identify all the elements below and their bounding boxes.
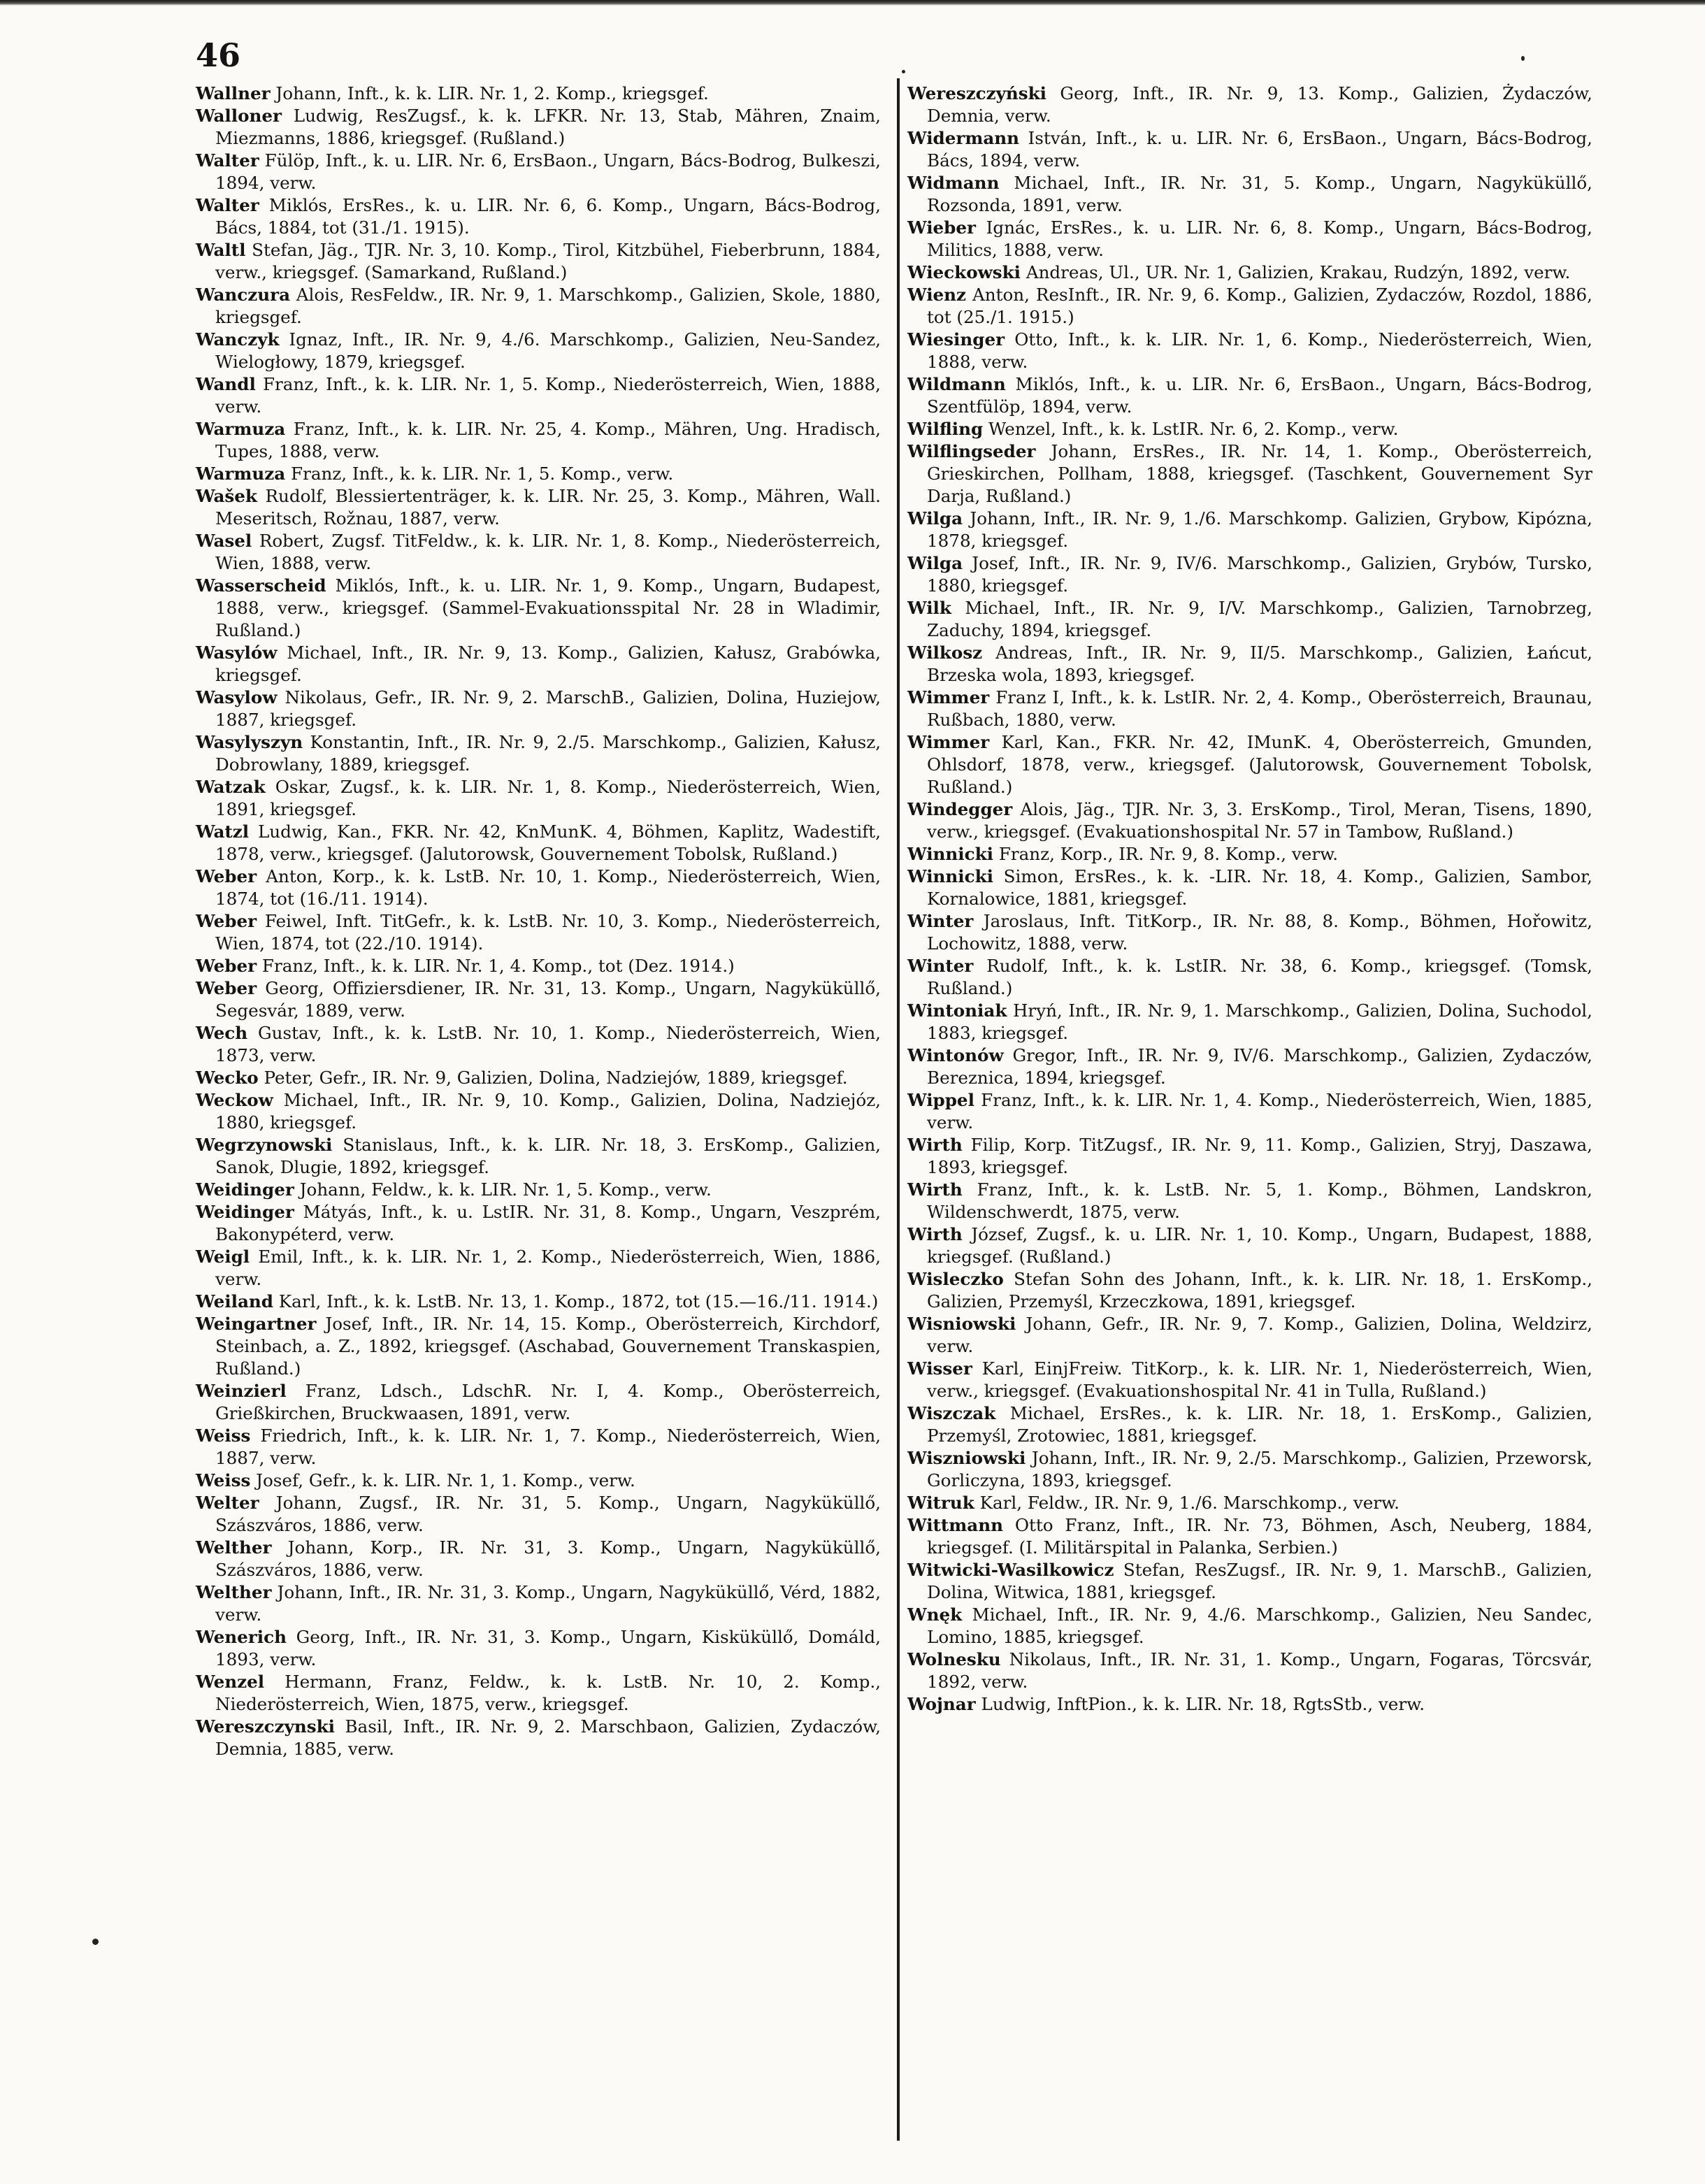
list-entry: [196, 955, 881, 977]
entry-surname: Witwicki-Wasilkowicz: [907, 1560, 1114, 1580]
entry-surname: Welther: [196, 1537, 272, 1558]
entry-details: Franz, Korp., IR. Nr. 9, 8. Komp., verw.: [998, 844, 1339, 864]
entry-surname: Warmuza: [196, 419, 286, 439]
entry-details: Otto Franz, Inft., IR. Nr. 73, Böhmen, Asch, Neuberg, 1884, kriegsgef. (I. Militärspital in Palanka, Serbien.): [927, 1515, 1593, 1558]
entry-surname: Welter: [196, 1493, 259, 1513]
entry-details: Michael, Inft., IR. Nr. 31, 5. Komp., Ungarn, Nagyküküllő, Rozsonda, 1891, verw.: [927, 173, 1592, 215]
list-entry: [196, 1134, 881, 1179]
list-entry: [196, 1537, 881, 1581]
entry-surname: Walter: [196, 195, 259, 215]
list-entry: [907, 1693, 1592, 1716]
list-entry: [907, 687, 1592, 731]
list-entry: [196, 1022, 881, 1067]
entry-details: Miklós, ErsRes., k. u. LIR. Nr. 6, 6. Komp., Ungarn, Bács-Bodrog, Bács, 1884, tot (31./1. 1915).: [215, 195, 881, 238]
entry-details: Mátyás, Inft., k. u. LstIR. Nr. 31, 8. Komp., Ungarn, Veszprém, Bakonypéterd, verw.: [215, 1202, 881, 1244]
entry-details: Anton, Korp., k. k. LstB. Nr. 10, 1. Komp., Niederösterreich, Wien, 1874, tot (16./11. 1914).: [215, 866, 881, 909]
list-entry: [196, 530, 881, 575]
entry-surname: Wiszniowski: [907, 1448, 1026, 1468]
entry-details: Michael, ErsRes., k. k. LIR. Nr. 18, 1. ErsKomp., Galizien, Przemyśl, Zrotowiec, 1881, kriegsgef.: [927, 1403, 1592, 1446]
entry-surname: Weingartner: [196, 1314, 317, 1334]
list-entry: [196, 1313, 881, 1380]
entry-details: Stefan, Jäg., TJR. Nr. 3, 10. Komp., Tirol, Kitzbühel, Fieberbrunn, 1884, verw., kriegsgef. (Samarkand, Rußland.): [215, 240, 881, 282]
entry-surname: Wereszczynski: [196, 1716, 336, 1737]
list-entry: [196, 1425, 881, 1470]
entry-details: Johann, Gefr., IR. Nr. 9, 7. Komp., Galizien, Dolina, Weldzirz, verw.: [927, 1314, 1592, 1356]
entry-surname: Wasserscheid: [196, 575, 326, 596]
entry-surname: Witruk: [907, 1493, 974, 1513]
entry-surname: Weidinger: [196, 1179, 294, 1200]
entry-details: Michael, Inft., IR. Nr. 9, 13. Komp., Galizien, Kałusz, Grabówka, kriegsgef.: [215, 642, 881, 685]
entry-details: Georg, Inft., IR. Nr. 31, 3. Komp., Ungarn, Kisküküllő, Domáld, 1893, verw.: [215, 1627, 881, 1669]
list-entry: [196, 463, 881, 485]
list-entry: [196, 194, 881, 239]
entry-surname: Wašek: [196, 486, 257, 506]
list-entry: [907, 1559, 1592, 1604]
entry-details: Otto, Inft., k. k. LIR. Nr. 1, 6. Komp., Niederösterreich, Wien, 1888, verw.: [927, 329, 1592, 372]
list-entry: [196, 150, 881, 194]
entry-surname: Weber: [196, 956, 257, 976]
entry-details: Fülöp, Inft., k. u. LIR. Nr. 6, ErsBaon., Ungarn, Bács-Bodrog, Bulkeszi, 1894, verw.: [215, 150, 881, 193]
list-entry: [196, 239, 881, 284]
entry-details: Michael, Inft., IR. Nr. 9, 4./6. Marschkomp., Galizien, Neu Sandec, Lomino, 1885, kriegsgef.: [927, 1604, 1592, 1647]
list-entry: [907, 597, 1592, 642]
list-entry: [907, 1648, 1592, 1693]
entry-details: Karl, Feldw., IR. Nr. 9, 1./6. Marschkomp., verw.: [979, 1493, 1400, 1513]
entry-details: Franz, Inft., k. k. LIR. Nr. 1, 4. Komp., Niederösterreich, Wien, 1885, verw.: [927, 1090, 1592, 1133]
list-entry: [907, 642, 1592, 687]
list-entry: [907, 440, 1592, 508]
entry-details: Franz, Inft., k. k. LstB. Nr. 5, 1. Komp., Böhmen, Landskron, Wildenschwerdt, 1875, verw.: [927, 1179, 1592, 1222]
list-entry: [907, 217, 1592, 261]
entry-details: Alois, Jäg., TJR. Nr. 3, 3. ErsKomp., Tirol, Meran, Tisens, 1890, verw., kriegsgef. (Evakuationshospital Nr. 57 in Tambow, Rußland.): [927, 799, 1592, 842]
entry-details: Josef, Gefr., k. k. LIR. Nr. 1, 1. Komp., verw.: [256, 1470, 635, 1490]
entry-details: Franz, Inft., k. k. LIR. Nr. 25, 4. Komp., Mähren, Ung. Hradisch, Tupes, 1888, verw.: [215, 419, 881, 461]
list-entry: [907, 284, 1592, 329]
list-entry: [907, 1492, 1592, 1514]
speck-mark: [1521, 56, 1525, 61]
list-entry: [196, 1201, 881, 1246]
entry-surname: Widermann: [907, 128, 1020, 148]
entry-details: Rudolf, Inft., k. k. LstIR. Nr. 38, 6. Komp., kriegsgef. (Tomsk, Rußland.): [927, 956, 1592, 998]
list-entry: [907, 172, 1592, 217]
list-entry: [907, 373, 1592, 418]
entry-details: Peter, Gefr., IR. Nr. 9, Galizien, Dolina, Nadziejów, 1889, kriegsgef.: [264, 1068, 848, 1088]
entry-details: Karl, Kan., FKR. Nr. 42, IMunK. 4, Oberösterreich, Gmunden, Ohlsdorf, 1878, verw., kriegsgef. (Jalutorowsk, Gouvernement Tobolsk, Rußland.): [927, 732, 1592, 797]
list-entry: [907, 508, 1592, 552]
left-column: [196, 82, 881, 1760]
page-number: 46: [196, 36, 241, 74]
list-entry: [196, 1581, 881, 1626]
list-entry: [196, 284, 881, 329]
list-entry: [907, 261, 1592, 284]
list-entry: [196, 1470, 881, 1492]
entry-surname: Wech: [196, 1023, 248, 1043]
entry-surname: Welther: [196, 1582, 272, 1602]
entry-surname: Wnęk: [907, 1604, 963, 1625]
entry-surname: Wilkosz: [907, 642, 983, 663]
entry-details: Nikolaus, Inft., IR. Nr. 31, 1. Komp., Ungarn, Fogaras, Törcsvár, 1892, verw.: [927, 1649, 1592, 1692]
list-entry: [196, 1716, 881, 1760]
entry-details: Franz, Inft., k. k. LIR. Nr. 1, 4. Komp., tot (Dez. 1914.): [261, 956, 735, 976]
entry-details: József, Zugsf., k. u. LIR. Nr. 1, 10. Komp., Ungarn, Budapest, 1888, kriegsgef. (Rußland.): [927, 1224, 1592, 1267]
list-entry: [196, 731, 881, 776]
entry-surname: Wolnesku: [907, 1649, 1001, 1669]
list-entry: [196, 1492, 881, 1537]
entry-details: Karl, Inft., k. k. LstB. Nr. 13, 1. Komp., 1872, tot (15.—16./11. 1914.): [278, 1291, 879, 1312]
entry-details: Wenzel, Inft., k. k. LstIR. Nr. 6, 2. Komp., verw.: [988, 419, 1399, 439]
entry-details: Franz I, Inft., k. k. LstIR. Nr. 2, 4. Komp., Oberösterreich, Braunau, Rußbach, 1880, verw.: [927, 687, 1592, 730]
list-entry: [196, 575, 881, 642]
entry-details: Konstantin, Inft., IR. Nr. 9, 2./5. Marschkomp., Galizien, Kałusz, Dobrowlany, 1889, kriegsgef.: [215, 732, 881, 775]
speck-mark: [92, 1939, 99, 1945]
entry-surname: Wojnar: [907, 1694, 976, 1714]
column-divider: [897, 78, 900, 2141]
entry-surname: Wilflingseder: [907, 441, 1036, 461]
entry-details: Gregor, Inft., IR. Nr. 9, IV/6. Marschkomp., Galizien, Zydaczów, Bereznica, 1894, kriegsgef.: [927, 1045, 1592, 1088]
entry-details: Georg, Inft., IR. Nr. 9, 13. Komp., Galizien, Żydaczów, Demnia, verw.: [927, 83, 1592, 126]
list-entry: [196, 977, 881, 1022]
entry-surname: Wimmer: [907, 732, 990, 752]
entry-surname: Wienz: [907, 285, 967, 305]
entry-surname: Wirth: [907, 1179, 963, 1200]
list-entry: [196, 1671, 881, 1716]
entry-details: Georg, Offiziersdiener, IR. Nr. 31, 13. Komp., Ungarn, Nagyküküllő, Segesvár, 1889, verw.: [215, 978, 881, 1021]
list-entry: [907, 1447, 1592, 1492]
entry-surname: Wirth: [907, 1224, 963, 1244]
entry-surname: Wenzel: [196, 1672, 265, 1692]
entry-surname: Wanczyk: [196, 329, 280, 350]
list-entry: [907, 1179, 1592, 1223]
entry-surname: Walter: [196, 150, 259, 171]
list-entry: [196, 418, 881, 463]
list-entry: [907, 1358, 1592, 1402]
list-entry: [907, 798, 1592, 843]
list-entry: [196, 642, 881, 687]
entry-details: Andreas, Ul., UR. Nr. 1, Galizien, Krakau, Rudzýn, 1892, verw.: [1026, 262, 1571, 282]
speck-mark: [902, 70, 905, 73]
list-entry: [196, 1089, 881, 1134]
entry-surname: Wasylyszyn: [196, 732, 303, 752]
list-entry: [196, 82, 881, 105]
entry-surname: Winnicki: [907, 866, 993, 886]
right-column: [907, 82, 1592, 1716]
entry-surname: Wandl: [196, 374, 256, 394]
entry-details: Ignaz, Inft., IR. Nr. 9, 4./6. Marschkomp., Galizien, Neu-Sandez, Wielogłowy, 1879, kriegsgef.: [215, 329, 881, 372]
entry-surname: Winter: [907, 911, 974, 931]
entry-surname: Wilfling: [907, 419, 984, 439]
entry-details: Hermann, Franz, Feldw., k. k. LstB. Nr. 10, 2. Komp., Niederösterreich, Wien, 1875, verw., kriegsgef.: [215, 1672, 881, 1714]
entry-details: Robert, Zugsf. TitFeldw., k. k. LIR. Nr. 1, 8. Komp., Niederösterreich, Wien, 1888, verw.: [215, 531, 881, 573]
entry-details: Rudolf, Blessiertenträger, k. k. LIR. Nr. 25, 3. Komp., Mähren, Wall. Meseritsch, Rožnau, 1887, verw.: [215, 486, 881, 529]
list-entry: [907, 1044, 1592, 1089]
entry-surname: Wilga: [907, 553, 963, 573]
entry-details: Nikolaus, Gefr., IR. Nr. 9, 2. MarschB., Galizien, Dolina, Huziejow, 1887, kriegsgef.: [215, 687, 881, 730]
list-entry: [907, 1000, 1592, 1044]
entry-details: Andreas, Inft., IR. Nr. 9, II/5. Marschkomp., Galizien, Łańcut, Brzeska wola, 1893, kriegsgef.: [927, 642, 1592, 685]
entry-surname: Weckow: [196, 1090, 273, 1110]
entry-details: Johann, Zugsf., IR. Nr. 31, 5. Komp., Ungarn, Nagyküküllő, Szászváros, 1886, verw.: [215, 1493, 881, 1535]
entry-details: Hryń, Inft., IR. Nr. 9, 1. Marschkomp., Galizien, Dolina, Suchodol, 1883, kriegsgef.: [927, 1000, 1592, 1043]
entry-details: István, Inft., k. u. LIR. Nr. 6, ErsBaon., Ungarn, Bács-Bodrog, Bács, 1894, verw.: [927, 128, 1592, 171]
entry-details: Anton, ResInft., IR. Nr. 9, 6. Komp., Galizien, Zydaczów, Rozdol, 1886, tot (25./1. 1915.): [927, 285, 1592, 327]
entry-surname: Weber: [196, 866, 257, 886]
entry-details: Friedrich, Inft., k. k. LIR. Nr. 1, 7. Komp., Niederösterreich, Wien, 1887, verw.: [215, 1425, 881, 1468]
entry-details: Stefan Sohn des Johann, Inft., k. k. LIR. Nr. 18, 1. ErsKomp., Galizien, Przemyśl, Krzeczkowa, 1891, kriegsgef.: [927, 1269, 1592, 1312]
list-entry: [907, 1223, 1592, 1268]
list-entry: [196, 105, 881, 150]
entry-surname: Wiesinger: [907, 329, 1005, 350]
list-entry: [907, 127, 1592, 172]
list-entry: [196, 1067, 881, 1089]
list-entry: [907, 1604, 1592, 1648]
entry-details: Josef, Inft., IR. Nr. 14, 15. Komp., Oberösterreich, Kirchdorf, Steinbach, a. Z., 1892, kriegsgef. (Aschabad, Gouvernement Transkaspien, Rußland.): [215, 1314, 881, 1379]
list-entry: [196, 865, 881, 910]
entry-surname: Wasel: [196, 531, 252, 551]
entry-details: Jaroslaus, Inft. TitKorp., IR. Nr. 88, 8. Komp., Böhmen, Hořowitz, Lochowitz, 1888, verw.: [927, 911, 1592, 954]
entry-surname: Wenerich: [196, 1627, 287, 1647]
list-entry: [196, 910, 881, 955]
list-entry: [907, 1402, 1592, 1447]
entry-details: Franz, Inft., k. k. LIR. Nr. 1, 5. Komp., verw.: [291, 464, 674, 484]
list-entry: [907, 910, 1592, 955]
entry-surname: Wallner: [196, 83, 271, 103]
entry-surname: Winnicki: [907, 844, 993, 864]
entry-surname: Wimmer: [907, 687, 990, 707]
list-entry: [907, 1313, 1592, 1358]
entry-details: Johann, Inft., IR. Nr. 9, 2./5. Marschkomp., Galizien, Przeworsk, Gorliczyna, 1893, kriegsgef.: [927, 1448, 1592, 1490]
entry-details: Emil, Inft., k. k. LIR. Nr. 1, 2. Komp., Niederösterreich, Wien, 1886, verw.: [215, 1247, 881, 1289]
entry-details: Franz, Ldsch., LdschR. Nr. I, 4. Komp., Oberösterreich, Grießkirchen, Bruckwaasen, 1891, verw.: [215, 1381, 881, 1423]
entry-surname: Windegger: [907, 799, 1013, 819]
entry-details: Miklós, Inft., k. u. LIR. Nr. 6, ErsBaon., Ungarn, Bács-Bodrog, Szentfülöp, 1894, verw.: [927, 374, 1592, 417]
entry-surname: Weiland: [196, 1291, 273, 1312]
list-entry: [907, 552, 1592, 597]
entry-surname: Weigl: [196, 1247, 250, 1267]
entry-surname: Wecko: [196, 1068, 259, 1088]
entry-surname: Wintoniak: [907, 1000, 1007, 1021]
entry-details: Franz, Inft., k. k. LIR. Nr. 1, 5. Komp., Niederösterreich, Wien, 1888, verw.: [215, 374, 881, 417]
entry-details: Miklós, Inft., k. u. LIR. Nr. 1, 9. Komp., Ungarn, Budapest, 1888, verw., kriegsgef. (Sammel-Evakuationsspital Nr. 28 in Wladimir, Rußland.): [215, 575, 881, 640]
entry-surname: Wieckowski: [907, 262, 1021, 282]
entry-details: Johann, Inft., k. k. LIR. Nr. 1, 2. Komp., kriegsgef.: [275, 83, 709, 103]
entry-details: Johann, Inft., IR. Nr. 31, 3. Komp., Ungarn, Nagyküküllő, Vérd, 1882, verw.: [215, 1582, 881, 1625]
list-entry: [907, 1089, 1592, 1134]
list-entry: [196, 687, 881, 731]
page-top-edge: [0, 0, 1705, 6]
entry-surname: Wegrzynowski: [196, 1135, 333, 1155]
entry-surname: Wilga: [907, 508, 963, 529]
entry-surname: Wirth: [907, 1135, 963, 1155]
entry-details: Feiwel, Inft. TitGefr., k. k. LstB. Nr. 10, 3. Komp., Niederösterreich, Wien, 1874, tot (22./10. 1914).: [215, 911, 881, 954]
entry-surname: Watzak: [196, 777, 266, 797]
entry-details: Ludwig, ResZugsf., k. k. LFKR. Nr. 13, Stab, Mähren, Znaim, Miezmanns, 1886, kriegsgef. (Rußland.): [215, 106, 881, 148]
list-entry: [196, 329, 881, 373]
entry-details: Basil, Inft., IR. Nr. 9, 2. Marschbaon, Galizien, Zydaczów, Demnia, 1885, verw.: [215, 1716, 881, 1759]
list-entry: [196, 1291, 881, 1313]
entry-details: Michael, Inft., IR. Nr. 9, I/V. Marschkomp., Galizien, Tarnobrzeg, Zaduchy, 1894, kriegsgef.: [927, 598, 1592, 640]
list-entry: [907, 418, 1592, 440]
entry-surname: Wippel: [907, 1090, 974, 1110]
entry-details: Stanislaus, Inft., k. k. LIR. Nr. 18, 3. ErsKomp., Galizien, Sanok, Dlugie, 1892, kriegsgef.: [215, 1135, 881, 1177]
list-entry: [907, 1134, 1592, 1179]
list-entry: [196, 1626, 881, 1671]
entry-surname: Weber: [196, 911, 257, 931]
entry-details: Simon, ErsRes., k. k. -LIR. Nr. 18, 4. Komp., Galizien, Sambor, Kornalowice, 1881, kriegsgef.: [927, 866, 1592, 909]
entry-surname: Wisser: [907, 1358, 972, 1379]
list-entry: [907, 329, 1592, 373]
entry-details: Josef, Inft., IR. Nr. 9, IV/6. Marschkomp., Galizien, Grybów, Tursko, 1880, kriegsgef.: [927, 553, 1592, 596]
entry-details: Gustav, Inft., k. k. LstB. Nr. 10, 1. Komp., Niederösterreich, Wien, 1873, verw.: [215, 1023, 881, 1065]
entry-surname: Wiszczak: [907, 1403, 996, 1423]
entry-surname: Walloner: [196, 106, 282, 126]
entry-details: Johann, ErsRes., IR. Nr. 14, 1. Komp., Oberösterreich, Grieskirchen, Pollham, 1888, kriegsgef. (Taschkent, Gouvernement Syr Darja, Rußland.): [927, 441, 1592, 506]
entry-surname: Wisleczko: [907, 1269, 1004, 1289]
entry-surname: Wittmann: [907, 1515, 1003, 1535]
entry-details: Filip, Korp. TitZugsf., IR. Nr. 9, 11. Komp., Galizien, Stryj, Daszawa, 1893, kriegsgef.: [927, 1135, 1592, 1177]
entry-surname: Warmuza: [196, 464, 286, 484]
entry-surname: Wieber: [907, 217, 976, 238]
entry-surname: Wasylów: [196, 642, 278, 663]
list-entry: [907, 82, 1592, 127]
list-entry: [196, 373, 881, 418]
entry-surname: Weidinger: [196, 1202, 294, 1222]
entry-details: Ignác, ErsRes., k. u. LIR. Nr. 6, 8. Komp., Ungarn, Bács-Bodrog, Militics, 1888, verw.: [927, 217, 1592, 260]
list-entry: [907, 731, 1592, 798]
entry-details: Johann, Inft., IR. Nr. 9, 1./6. Marschkomp. Galizien, Grybow, Kipózna, 1878, kriegsgef.: [927, 508, 1592, 551]
entry-surname: Wasylow: [196, 687, 278, 707]
list-entry: [907, 1514, 1592, 1559]
entry-details: Alois, ResFeldw., IR. Nr. 9, 1. Marschkomp., Galizien, Skole, 1880, kriegsgef.: [215, 285, 881, 327]
list-entry: [196, 1179, 881, 1201]
entry-surname: Winter: [907, 956, 974, 976]
entry-surname: Wisniowski: [907, 1314, 1016, 1334]
list-entry: [196, 485, 881, 530]
entry-details: Ludwig, InftPion., k. k. LIR. Nr. 18, RgtsStb., verw.: [981, 1694, 1425, 1714]
entry-details: Stefan, ResZugsf., IR. Nr. 9, 1. MarschB., Galizien, Dolina, Witwica, 1881, kriegsgef.: [927, 1560, 1592, 1602]
entry-surname: Wildmann: [907, 374, 1006, 394]
list-entry: [196, 821, 881, 865]
entry-details: Michael, Inft., IR. Nr. 9, 10. Komp., Galizien, Dolina, Nadziejóz, 1880, kriegsgef.: [215, 1090, 881, 1133]
entry-surname: Wilk: [907, 598, 951, 618]
entry-details: Karl, EinjFreiw. TitKorp., k. k. LIR. Nr. 1, Niederösterreich, Wien, verw., kriegsgef. (Evakuationshospital Nr. 41 in Tulla, Rußland.): [927, 1358, 1592, 1401]
entry-surname: Watzl: [196, 821, 250, 842]
list-entry: [196, 776, 881, 821]
entry-surname: Weiss: [196, 1425, 251, 1446]
entry-surname: Wanczura: [196, 285, 291, 305]
entry-surname: Weber: [196, 978, 257, 998]
entry-surname: Widmann: [907, 173, 1000, 193]
entry-surname: Wereszczyński: [907, 83, 1047, 103]
list-entry: [907, 865, 1592, 910]
list-entry: [907, 1268, 1592, 1313]
entry-details: Johann, Feldw., k. k. LIR. Nr. 1, 5. Komp., verw.: [299, 1179, 712, 1200]
entry-surname: Weinzierl: [196, 1381, 287, 1401]
list-entry: [196, 1246, 881, 1291]
entry-details: Ludwig, Kan., FKR. Nr. 42, KnMunK. 4, Böhmen, Kaplitz, Wadestift, 1878, verw., kriegsgef. (Jalutorowsk, Gouvernement Tobolsk, Rußland.): [215, 821, 881, 864]
entry-details: Johann, Korp., IR. Nr. 31, 3. Komp., Ungarn, Nagyküküllő, Szászváros, 1886, verw.: [215, 1537, 881, 1580]
list-entry: [907, 843, 1592, 865]
entry-details: Oskar, Zugsf., k. k. LIR. Nr. 1, 8. Komp., Niederösterreich, Wien, 1891, kriegsgef.: [215, 777, 881, 819]
entry-surname: Wintonów: [907, 1045, 1004, 1065]
list-entry: [907, 955, 1592, 1000]
entry-surname: Waltl: [196, 240, 246, 260]
entry-surname: Weiss: [196, 1470, 251, 1490]
list-entry: [196, 1380, 881, 1425]
